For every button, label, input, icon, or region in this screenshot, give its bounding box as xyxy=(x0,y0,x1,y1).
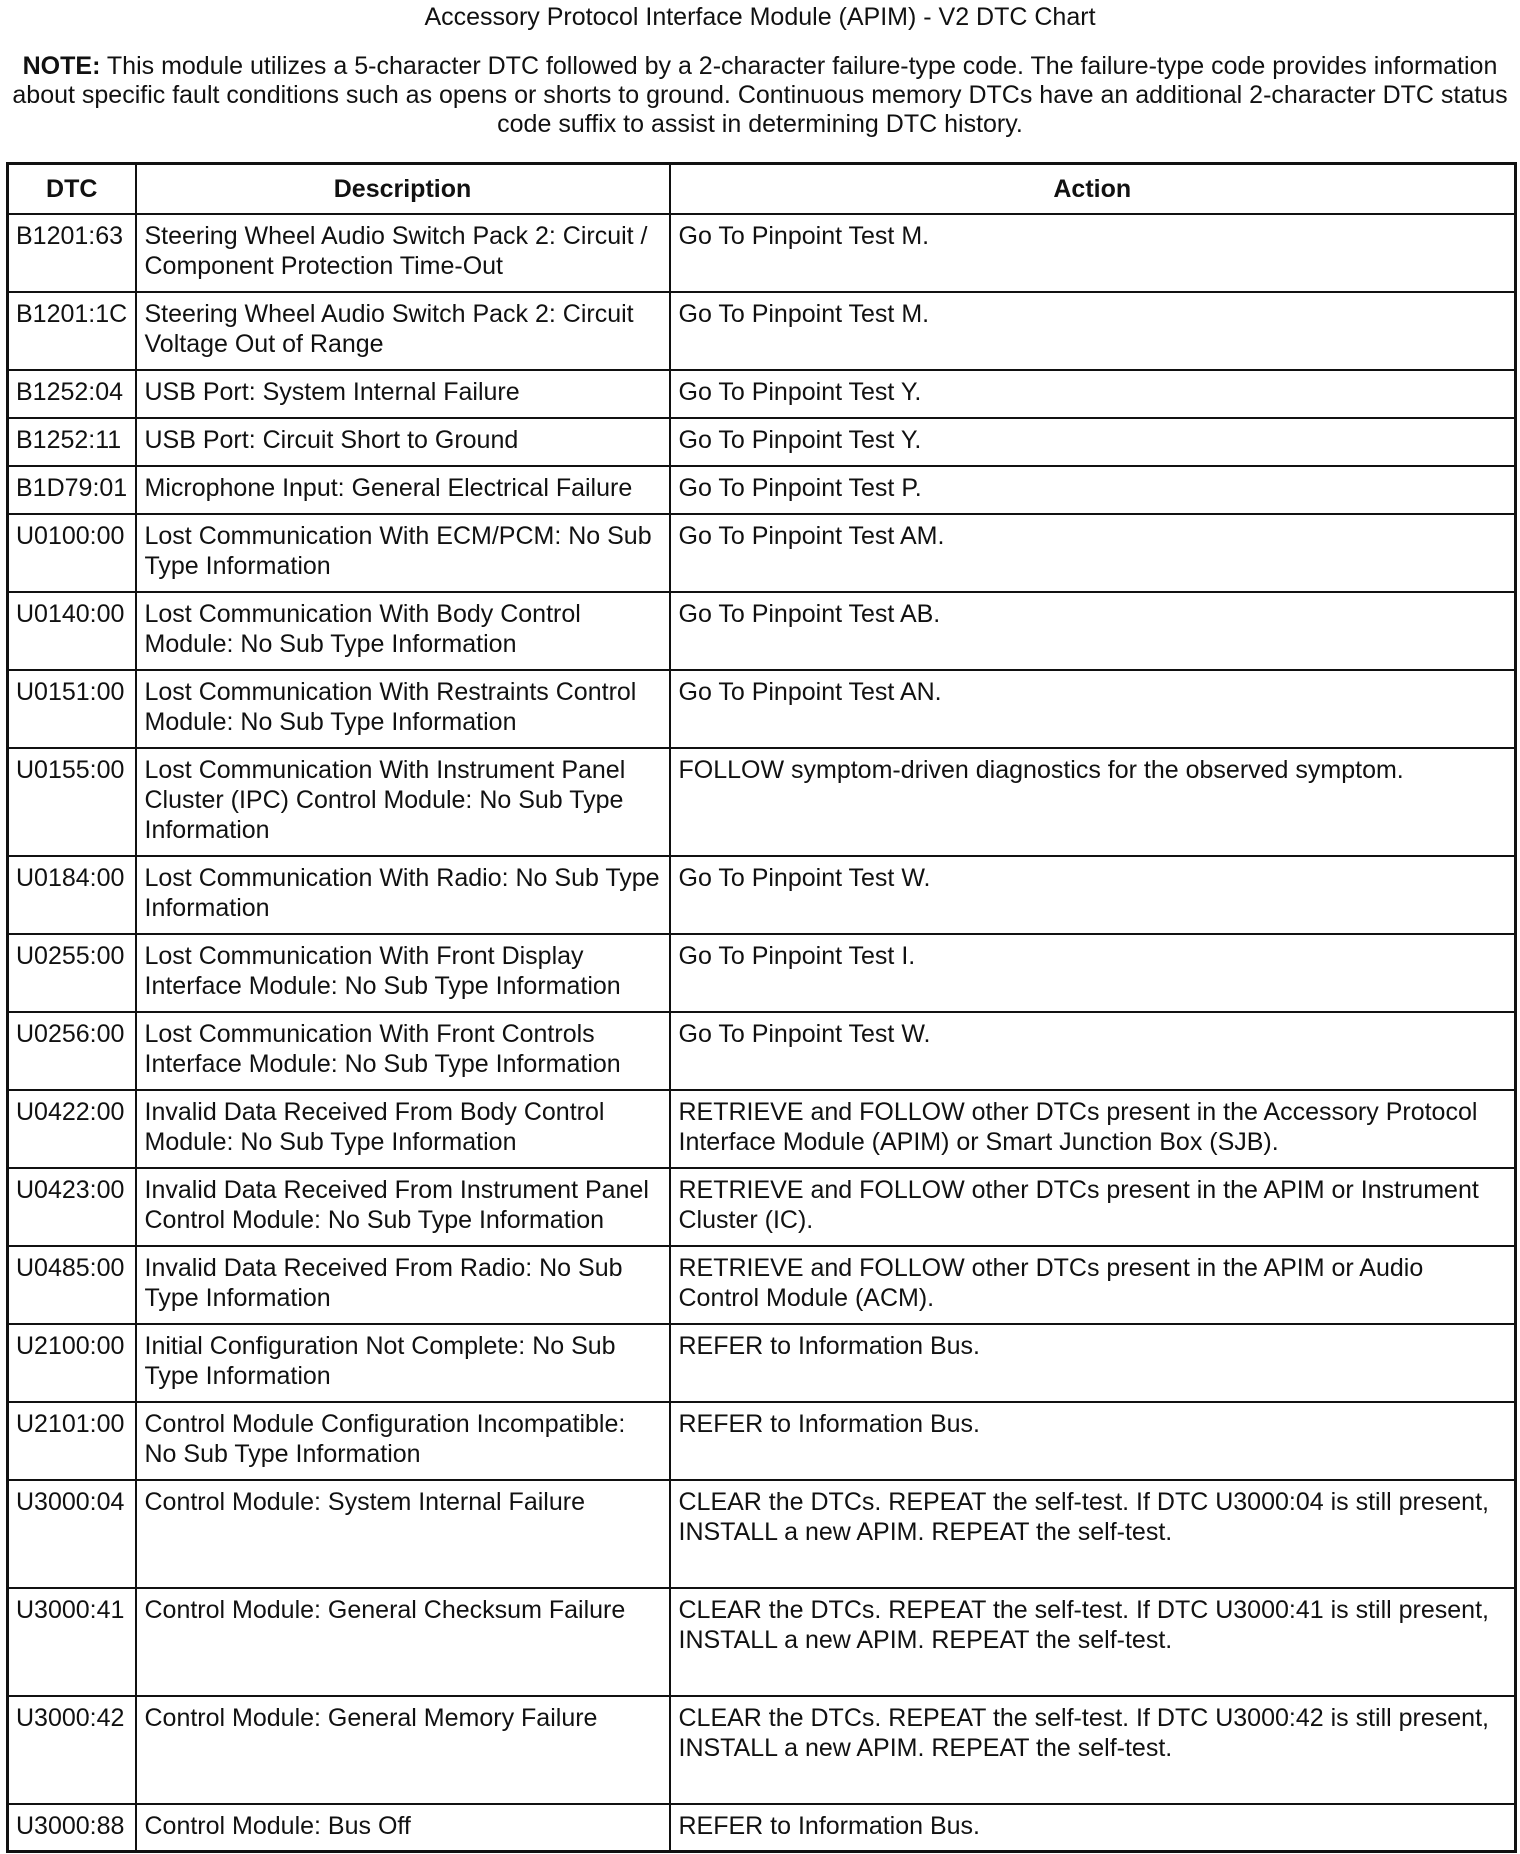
description-cell: Lost Communication With Front Display Interface Module: No Sub Type Information xyxy=(136,934,670,1012)
action-cell: REFER to Information Bus. xyxy=(670,1804,1516,1852)
dtc-code-cell: U0255:00 xyxy=(8,934,136,1012)
table-row xyxy=(8,1480,1516,1588)
action-cell: RETRIEVE and FOLLOW other DTCs present in the APIM or Instrument Cluster (IC). xyxy=(670,1168,1516,1246)
description-cell: Lost Communication With Front Controls Interface Module: No Sub Type Information xyxy=(136,1012,670,1090)
description-cell: Lost Communication With Radio: No Sub Type Information xyxy=(136,856,670,934)
dtc-code-cell: U0422:00 xyxy=(8,1090,136,1168)
dtc-table xyxy=(6,162,1517,1853)
dtc-code-cell: U2100:00 xyxy=(8,1324,136,1402)
table-row xyxy=(8,1402,1516,1480)
action-cell: Go To Pinpoint Test Y. xyxy=(670,370,1516,418)
description-cell: USB Port: System Internal Failure xyxy=(136,370,670,418)
action-cell: Go To Pinpoint Test I. xyxy=(670,934,1516,1012)
description-cell: Control Module: System Internal Failure xyxy=(136,1480,670,1588)
description-cell: Lost Communication With Instrument Panel Cluster (IPC) Control Module: No Sub Type Information xyxy=(136,748,670,856)
dtc-code-cell: U3000:04 xyxy=(8,1480,136,1588)
action-cell: REFER to Information Bus. xyxy=(670,1402,1516,1480)
description-cell: Lost Communication With Body Control Module: No Sub Type Information xyxy=(136,592,670,670)
description-cell: Control Module: General Checksum Failure xyxy=(136,1588,670,1696)
description-cell: Invalid Data Received From Instrument Panel Control Module: No Sub Type Information xyxy=(136,1168,670,1246)
description-cell: Steering Wheel Audio Switch Pack 2: Circuit / Component Protection Time-Out xyxy=(136,214,670,292)
table-row xyxy=(8,214,1516,292)
table-row xyxy=(8,748,1516,856)
dtc-code-cell: U2101:00 xyxy=(8,1402,136,1480)
header-action: Action xyxy=(670,164,1516,214)
action-cell: RETRIEVE and FOLLOW other DTCs present in the Accessory Protocol Interface Module (APIM) or Smart Junction Box (SJB). xyxy=(670,1090,1516,1168)
table-row xyxy=(8,1246,1516,1324)
description-cell: Microphone Input: General Electrical Failure xyxy=(136,466,670,514)
dtc-code-cell: U0485:00 xyxy=(8,1246,136,1324)
table-row xyxy=(8,934,1516,1012)
action-cell: Go To Pinpoint Test M. xyxy=(670,292,1516,370)
table-row xyxy=(8,1696,1516,1804)
action-cell: CLEAR the DTCs. REPEAT the self-test. If DTC U3000:41 is still present, INSTALL a new APIM. REPEAT the self-test. xyxy=(670,1588,1516,1696)
table-row xyxy=(8,370,1516,418)
note-text: This module utilizes a 5-character DTC followed by a 2-character failure-type code. The failure-type code provides information about specific fault conditions such as opens or shorts to ground. Continuous memory DTCs have an additional 2-character DTC status code suffix to assist in determining DTC history. xyxy=(12,52,1508,138)
action-cell: Go To Pinpoint Test P. xyxy=(670,466,1516,514)
table-row xyxy=(8,466,1516,514)
dtc-code-cell: U0151:00 xyxy=(8,670,136,748)
dtc-code-cell: U0155:00 xyxy=(8,748,136,856)
dtc-code-cell: U0140:00 xyxy=(8,592,136,670)
table-row xyxy=(8,1012,1516,1090)
dtc-code-cell: U3000:41 xyxy=(8,1588,136,1696)
table-row xyxy=(8,1090,1516,1168)
description-cell: Control Module Configuration Incompatible: No Sub Type Information xyxy=(136,1402,670,1480)
table-row xyxy=(8,592,1516,670)
table-row xyxy=(8,1804,1516,1852)
dtc-code-cell: U3000:88 xyxy=(8,1804,136,1852)
action-cell: REFER to Information Bus. xyxy=(670,1324,1516,1402)
header-dtc: DTC xyxy=(8,164,136,214)
dtc-code-cell: U0184:00 xyxy=(8,856,136,934)
dtc-code-cell: B1201:1C xyxy=(8,292,136,370)
dtc-code-cell: B1252:11 xyxy=(8,418,136,466)
dtc-code-cell: U0256:00 xyxy=(8,1012,136,1090)
note-paragraph xyxy=(8,52,1512,139)
action-cell: RETRIEVE and FOLLOW other DTCs present in the APIM or Audio Control Module (ACM). xyxy=(670,1246,1516,1324)
action-cell: Go To Pinpoint Test AB. xyxy=(670,592,1516,670)
action-cell: Go To Pinpoint Test AN. xyxy=(670,670,1516,748)
action-cell: Go To Pinpoint Test W. xyxy=(670,1012,1516,1090)
dtc-code-cell: B1252:04 xyxy=(8,370,136,418)
header-description: Description xyxy=(136,164,670,214)
dtc-code-cell: B1D79:01 xyxy=(8,466,136,514)
table-row xyxy=(8,1324,1516,1402)
table-row xyxy=(8,1588,1516,1696)
action-cell: Go To Pinpoint Test M. xyxy=(670,214,1516,292)
dtc-code-cell: B1201:63 xyxy=(8,214,136,292)
action-cell: Go To Pinpoint Test AM. xyxy=(670,514,1516,592)
dtc-code-cell: U0423:00 xyxy=(8,1168,136,1246)
action-cell: FOLLOW symptom-driven diagnostics for the observed symptom. xyxy=(670,748,1516,856)
note-label: NOTE: xyxy=(22,52,101,80)
description-cell: USB Port: Circuit Short to Ground xyxy=(136,418,670,466)
description-cell: Control Module: Bus Off xyxy=(136,1804,670,1852)
table-row xyxy=(8,856,1516,934)
dtc-code-cell: U0100:00 xyxy=(8,514,136,592)
table-row xyxy=(8,1168,1516,1246)
description-cell: Control Module: General Memory Failure xyxy=(136,1696,670,1804)
table-row xyxy=(8,418,1516,466)
description-cell: Lost Communication With Restraints Control Module: No Sub Type Information xyxy=(136,670,670,748)
document-title: Accessory Protocol Interface Module (APIM) - V2 DTC Chart xyxy=(424,3,1096,31)
table-row xyxy=(8,514,1516,592)
description-cell: Lost Communication With ECM/PCM: No Sub Type Information xyxy=(136,514,670,592)
table-row xyxy=(8,670,1516,748)
description-cell: Initial Configuration Not Complete: No Sub Type Information xyxy=(136,1324,670,1402)
description-cell: Invalid Data Received From Radio: No Sub Type Information xyxy=(136,1246,670,1324)
dtc-code-cell: U3000:42 xyxy=(8,1696,136,1804)
action-cell: CLEAR the DTCs. REPEAT the self-test. If DTC U3000:42 is still present, INSTALL a new APIM. REPEAT the self-test. xyxy=(670,1696,1516,1804)
action-cell: Go To Pinpoint Test Y. xyxy=(670,418,1516,466)
table-row xyxy=(8,292,1516,370)
action-cell: Go To Pinpoint Test W. xyxy=(670,856,1516,934)
description-cell: Invalid Data Received From Body Control Module: No Sub Type Information xyxy=(136,1090,670,1168)
description-cell: Steering Wheel Audio Switch Pack 2: Circuit Voltage Out of Range xyxy=(136,292,670,370)
table-header-row xyxy=(8,164,1516,214)
action-cell: CLEAR the DTCs. REPEAT the self-test. If DTC U3000:04 is still present, INSTALL a new APIM. REPEAT the self-test. xyxy=(670,1480,1516,1588)
